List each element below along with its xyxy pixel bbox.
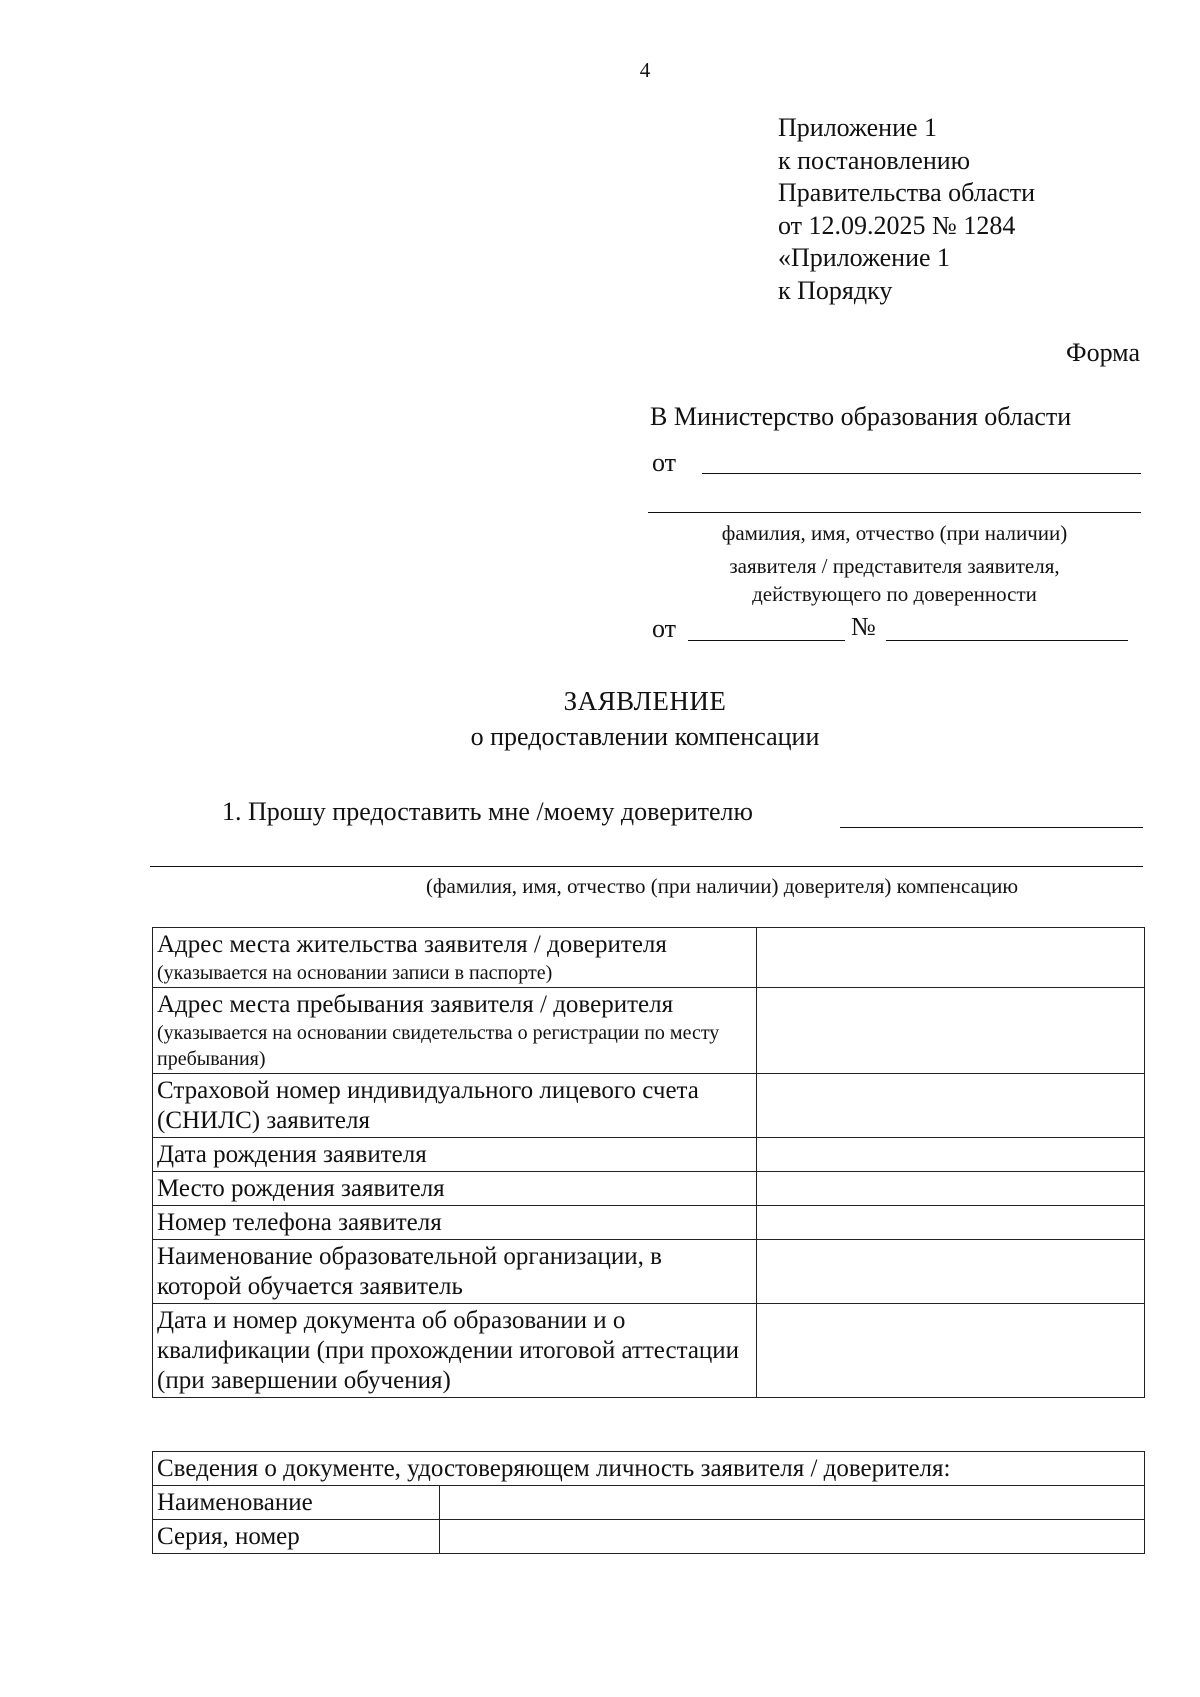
principal-name-caption: (фамилия, имя, отчество (при наличии) доверителя) компенсацию: [425, 874, 1019, 898]
table-row: [153, 1138, 1145, 1172]
principal-name-field-line2[interactable]: [150, 866, 1143, 867]
poa-date-field[interactable]: [688, 640, 845, 641]
table-row: [153, 1304, 1145, 1398]
row-label: [153, 1206, 757, 1240]
table-row: [153, 1074, 1145, 1138]
stay-address-field[interactable]: [757, 988, 1145, 1074]
table-row: [153, 1172, 1145, 1206]
table-row: [153, 1452, 1145, 1486]
row-label: [153, 1304, 757, 1398]
applicant-info-table: [152, 927, 1145, 1398]
row-label-text: Дата рождения заявителя: [157, 1141, 427, 1168]
appendix-line: Правительства области: [778, 178, 1036, 207]
row-label: [153, 988, 757, 1074]
appendix-header: [778, 112, 1035, 307]
row-label-text: Номер телефона заявителя: [157, 1209, 442, 1236]
addressee-ministry: В Министерство образования области: [650, 402, 1072, 431]
row-label-note: (указывается на основании записи в паспорте): [157, 962, 553, 984]
education-document-field[interactable]: [757, 1304, 1145, 1398]
snils-field[interactable]: [757, 1074, 1145, 1138]
birth-place-field[interactable]: [757, 1172, 1145, 1206]
request-text: 1. Прошу предоставить мне /моему доверителю: [222, 797, 753, 826]
row-label: [153, 1240, 757, 1304]
identity-doc-name-label: Наименование: [153, 1486, 440, 1520]
phone-field[interactable]: [757, 1206, 1145, 1240]
identity-document-table: [152, 1451, 1145, 1554]
row-label-text: Дата и номер документа об образовании и о квалификации (при прохождении итоговой аттестации (при завершении обучения): [157, 1307, 740, 1394]
principal-name-field[interactable]: [840, 827, 1143, 828]
school-name-field[interactable]: [757, 1240, 1145, 1304]
poa-number-field[interactable]: [886, 640, 1128, 641]
document-subtitle: о предоставлении компенсации: [470, 722, 820, 751]
form-label: Форма: [1066, 338, 1140, 367]
table-row: [153, 988, 1145, 1074]
table-row: [153, 1240, 1145, 1304]
row-label: [153, 1138, 757, 1172]
birth-date-field[interactable]: [757, 1138, 1145, 1172]
appendix-line: от 12.09.2025 № 1284: [778, 210, 1016, 240]
from-label: от: [652, 448, 677, 477]
row-label-note: (указывается на основании свидетельства о регистрации по месту пребывания): [157, 1022, 720, 1070]
table-row: [153, 1206, 1145, 1240]
identity-doc-name-field[interactable]: [440, 1486, 1145, 1520]
appendix-line: «Приложение 1: [778, 243, 951, 272]
row-label: [153, 1172, 757, 1206]
table-row: [153, 1486, 1145, 1520]
row-label-text: Страховой номер индивидуального лицевого счета (СНИЛС) заявителя: [157, 1077, 699, 1134]
appendix-line: к Порядку: [778, 275, 893, 305]
applicant-name-field[interactable]: [702, 473, 1141, 474]
table-row: [153, 928, 1145, 988]
row-label-text: Наименование образовательной организации, в которой обучается заявитель: [157, 1243, 662, 1300]
page-number: 4: [639, 58, 651, 82]
poa-date-label: от: [652, 614, 677, 643]
table-row: [153, 1520, 1145, 1554]
identity-doc-header: Сведения о документе, удостоверяющем личность заявителя / доверителя:: [153, 1452, 1145, 1486]
poa-number-label: №: [851, 612, 876, 641]
applicant-name-caption: заявителя / представителя заявителя,: [729, 554, 1060, 578]
row-label-text: Адрес места жительства заявителя / доверителя: [157, 931, 667, 958]
row-label: [153, 1074, 757, 1138]
row-label-text: Адрес места пребывания заявителя / доверителя: [157, 991, 674, 1018]
appendix-line: Приложение 1: [778, 113, 938, 142]
applicant-name-field-line2[interactable]: [648, 512, 1141, 513]
identity-doc-number-field[interactable]: [440, 1520, 1145, 1554]
applicant-name-caption: действующего по доверенности: [752, 582, 1037, 606]
document-title: ЗАЯВЛЕНИЕ: [563, 686, 727, 716]
row-label-text: Место рождения заявителя: [157, 1175, 445, 1202]
residence-address-field[interactable]: [757, 928, 1145, 988]
applicant-name-caption: фамилия, имя, отчество (при наличии): [721, 521, 1068, 545]
row-label: [153, 928, 757, 988]
appendix-line: к постановлению: [778, 145, 971, 175]
identity-doc-number-label: Серия, номер: [153, 1520, 440, 1554]
